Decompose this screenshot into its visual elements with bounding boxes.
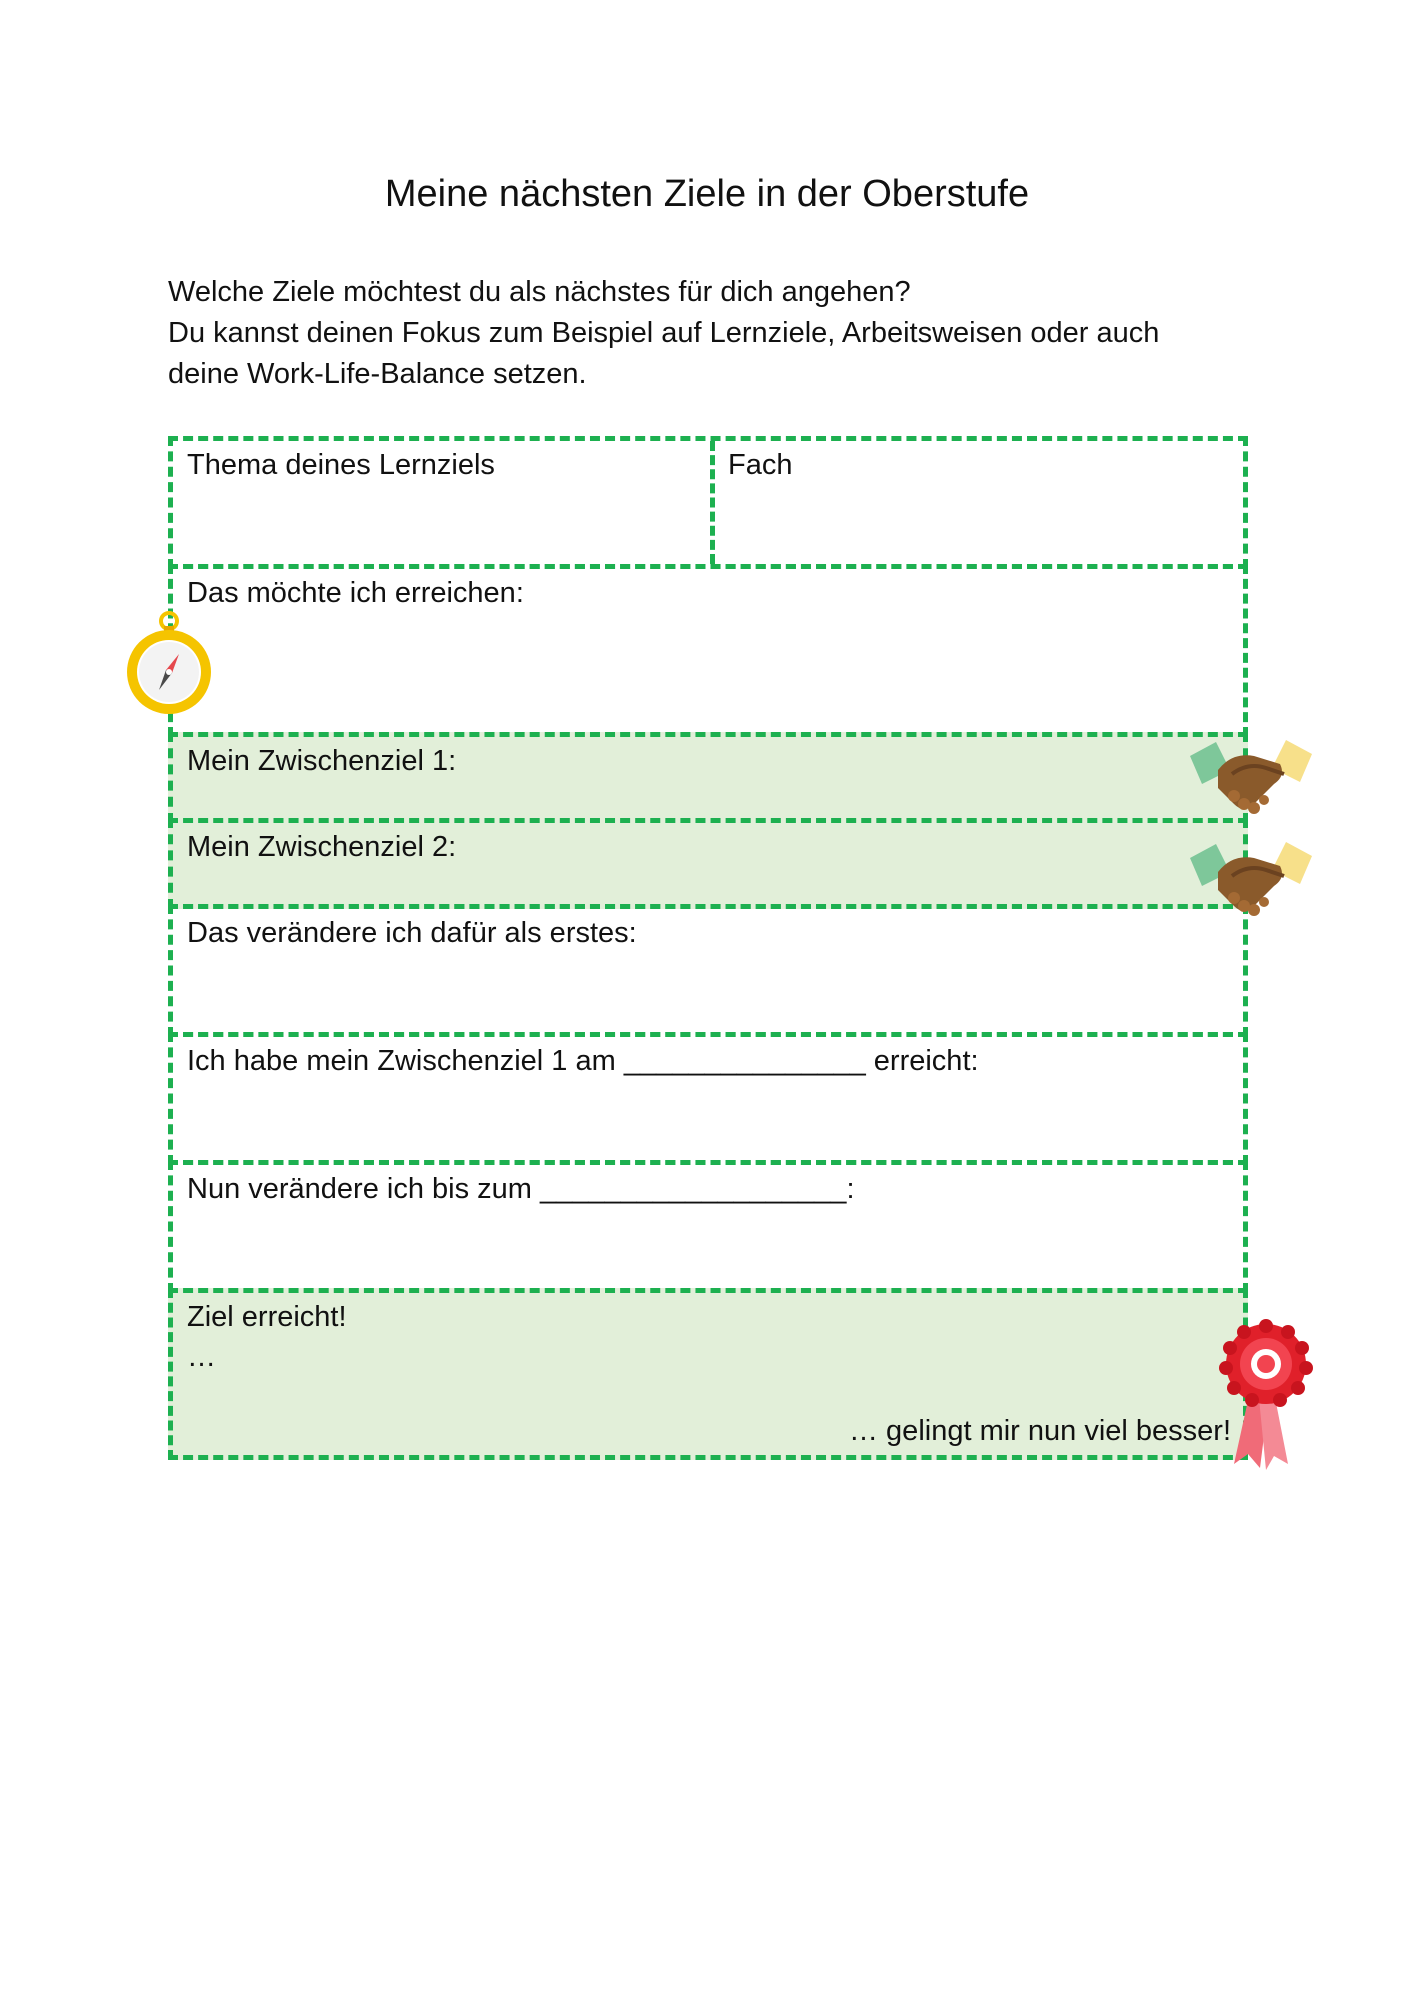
column-divider — [710, 441, 715, 564]
page-title: Meine nächsten Ziele in der Oberstufe — [384, 173, 1030, 215]
topic-label: Thema deines Lernziels — [187, 449, 495, 481]
compass-icon — [124, 610, 214, 716]
first-change-label: Das verändere ich dafür als erstes: — [187, 917, 637, 949]
intro-line: Du kannst deinen Fokus zum Beispiel auf Lernziele, Arbeitsweisen oder auch — [168, 317, 1160, 349]
milestone1-row — [168, 732, 1248, 823]
next-change-label: Nun verändere ich bis zum ___________________: — [187, 1173, 855, 1205]
milestone1-label: Mein Zwischenziel 1: — [187, 745, 457, 777]
handshake-icon — [1188, 734, 1314, 818]
intro-text — [168, 272, 1268, 395]
goal-label: Das möchte ich erreichen: — [187, 577, 524, 609]
goal-row — [168, 564, 1248, 737]
intro-line: Welche Ziele möchtest du als nächstes für dich angehen? — [168, 276, 911, 308]
next-change-row — [168, 1160, 1248, 1293]
goal-reached-ellipsis: … — [187, 1341, 216, 1373]
first-change-row — [168, 904, 1248, 1037]
milestone1-reached-row — [168, 1032, 1248, 1165]
award-rosette-icon — [1218, 1318, 1314, 1474]
subject-label: Fach — [728, 449, 793, 481]
goal-reached-footer: … gelingt mir nun viel besser! — [849, 1415, 1231, 1447]
handshake-icon — [1188, 836, 1314, 920]
goal-worksheet — [168, 436, 1248, 1460]
goal-reached-row — [168, 1288, 1248, 1460]
topic-subject-row — [168, 436, 1248, 569]
goal-reached-label: Ziel erreicht! — [187, 1301, 347, 1333]
milestone1-reached-label: Ich habe mein Zwischenziel 1 am _______________ erreicht: — [187, 1045, 979, 1077]
intro-line: deine Work-Life-Balance setzen. — [168, 358, 587, 390]
milestone2-label: Mein Zwischenziel 2: — [187, 831, 457, 863]
milestone2-row — [168, 818, 1248, 909]
